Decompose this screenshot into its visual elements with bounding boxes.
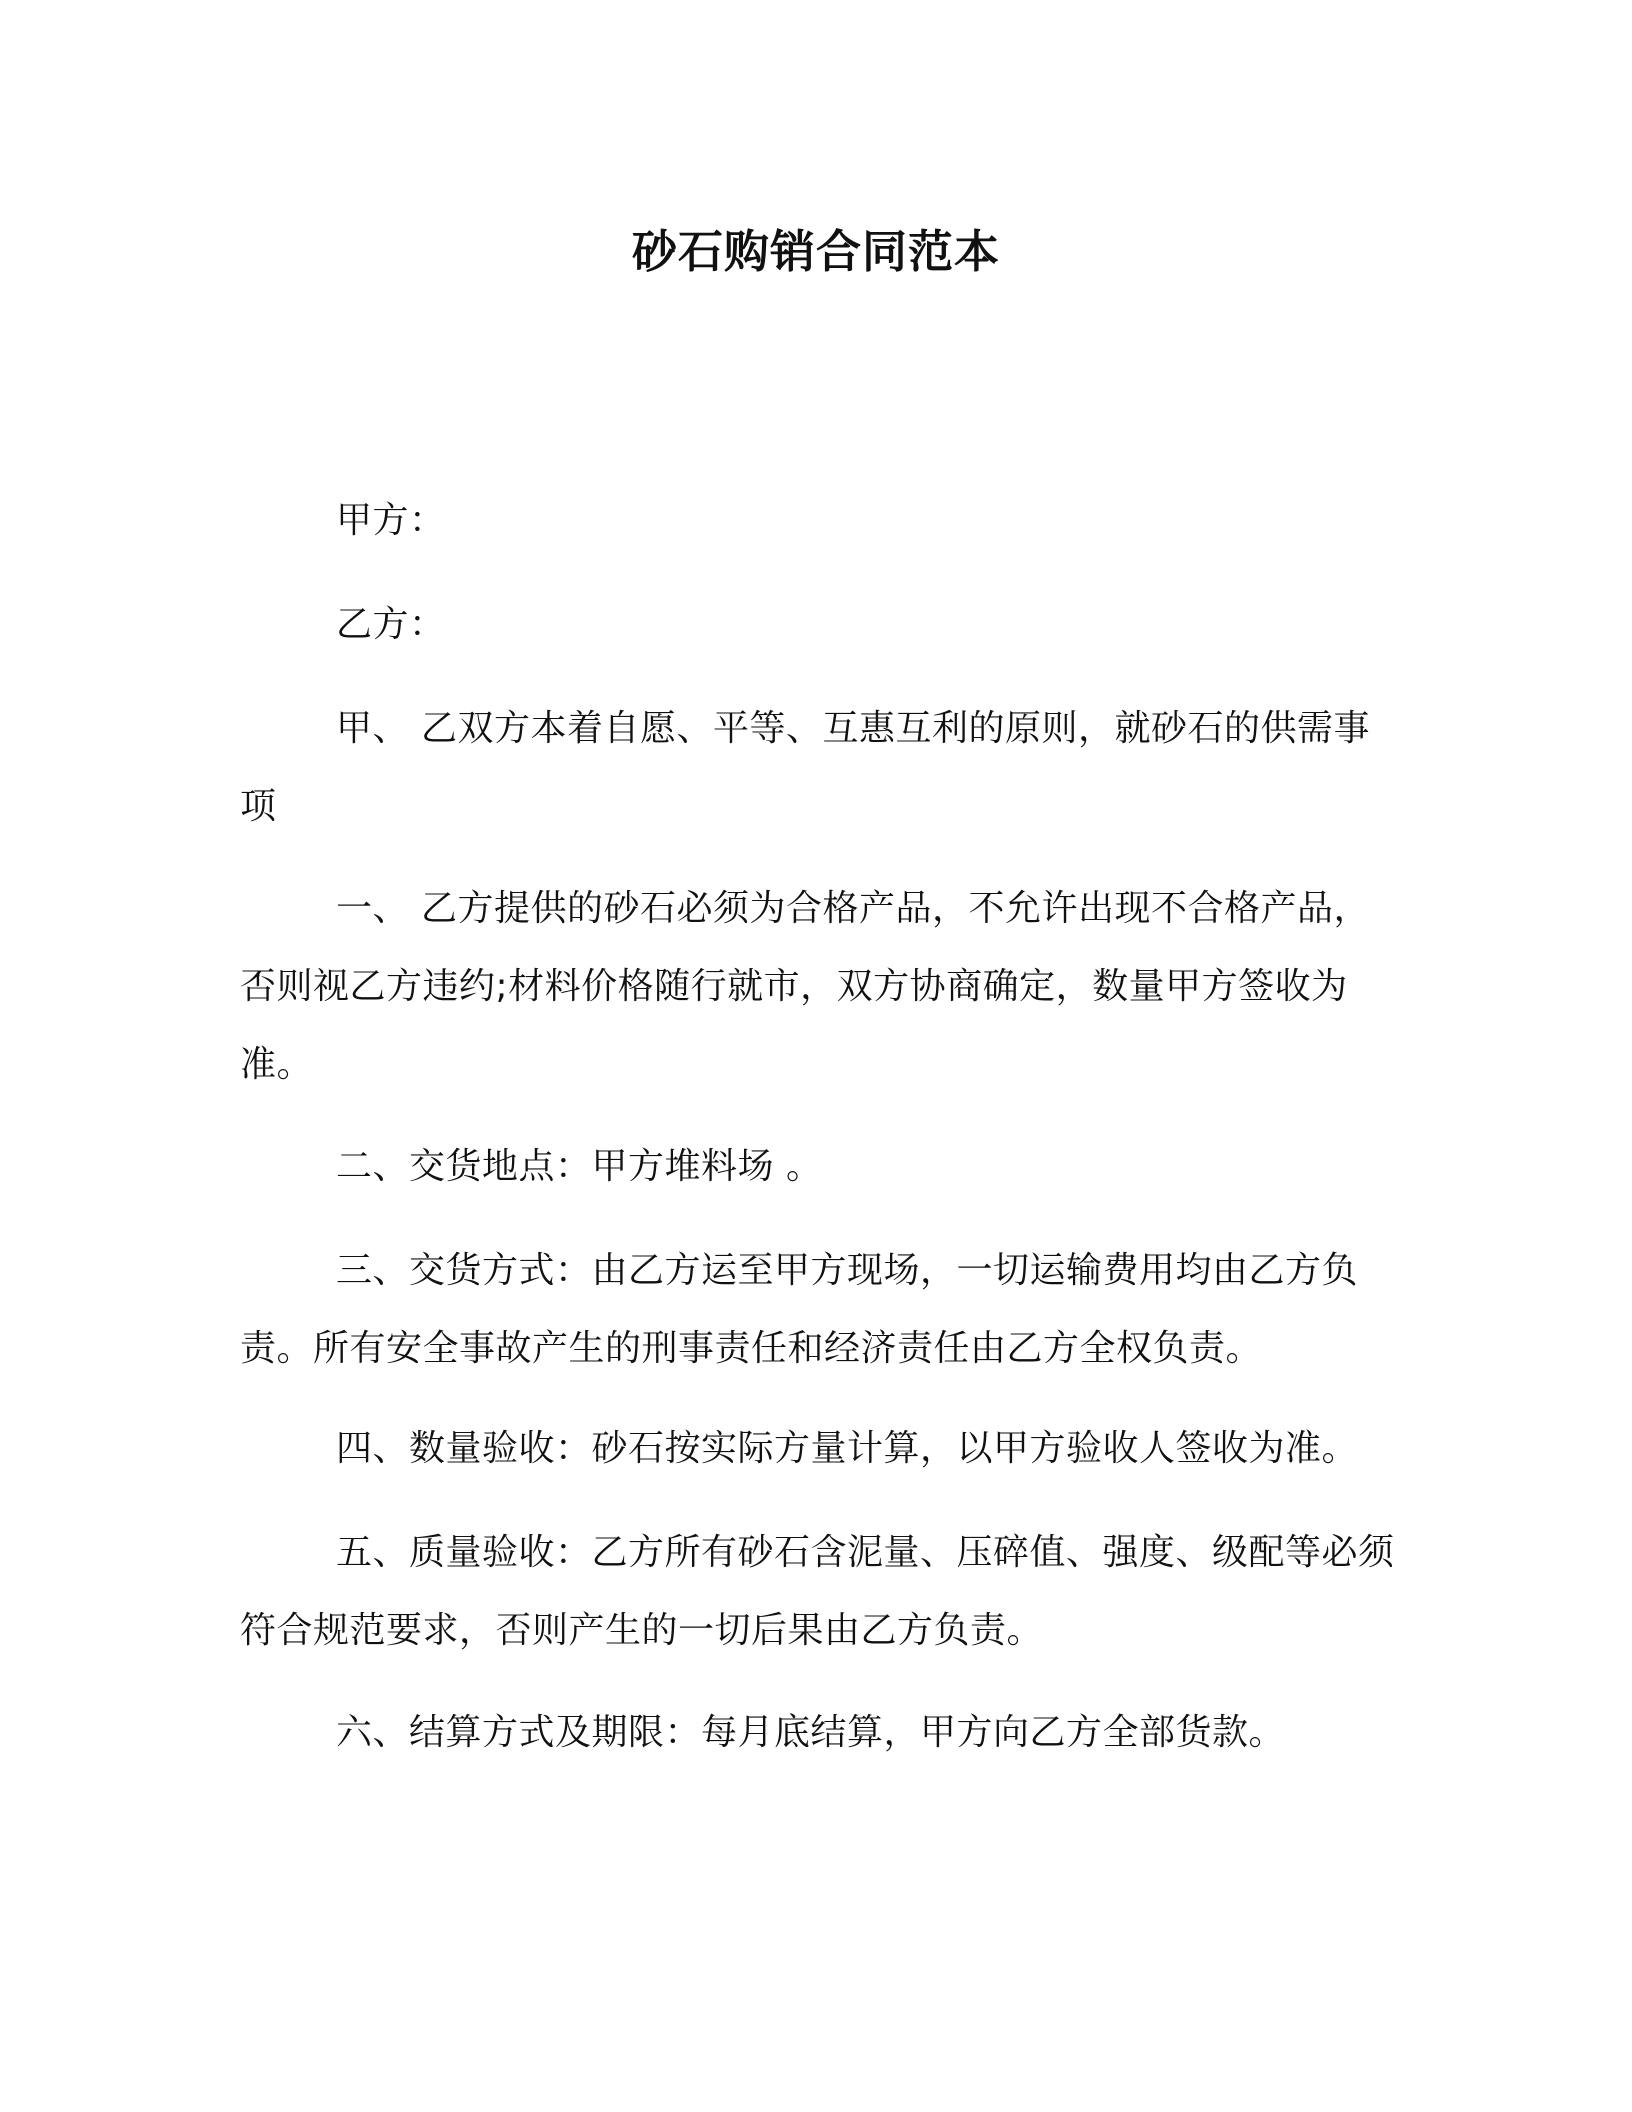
clause-5: 五、质量验收：乙方所有砂石含泥量、压碎值、强度、级配等必须符合规范要求，否则产生的一切后果由乙方负责。	[240, 1532, 1395, 1651]
clause-6: 六、结算方式及期限：每月底结算，甲方向乙方全部货款。	[336, 1712, 1286, 1753]
intro-paragraph: 甲、 乙双方本着自愿、平等、互惠互利的原则，就砂石的供需事项	[240, 708, 1370, 827]
party-b-line: 乙方：	[336, 604, 446, 645]
document-title: 砂石购销合同范本	[631, 225, 1000, 278]
clause-3: 三、交货方式：由乙方运至甲方现场，一切运输费用均由乙方负责。所有安全事故产生的刑事责任和经济责任由乙方全权负责。	[240, 1250, 1359, 1369]
clause-4: 四、数量验收：砂石按实际方量计算，以甲方验收人签收为准。	[336, 1428, 1359, 1469]
clause-2: 二、交货地点：甲方堆料场 。	[336, 1146, 823, 1187]
party-a-line: 甲方：	[336, 500, 446, 541]
clause-1: 一、 乙方提供的砂石必须为合格产品，不允许出现不合格产品，否则视乙方违约;材料价格随行就市，双方协商确定，数量甲方签收为准。	[240, 888, 1370, 1085]
